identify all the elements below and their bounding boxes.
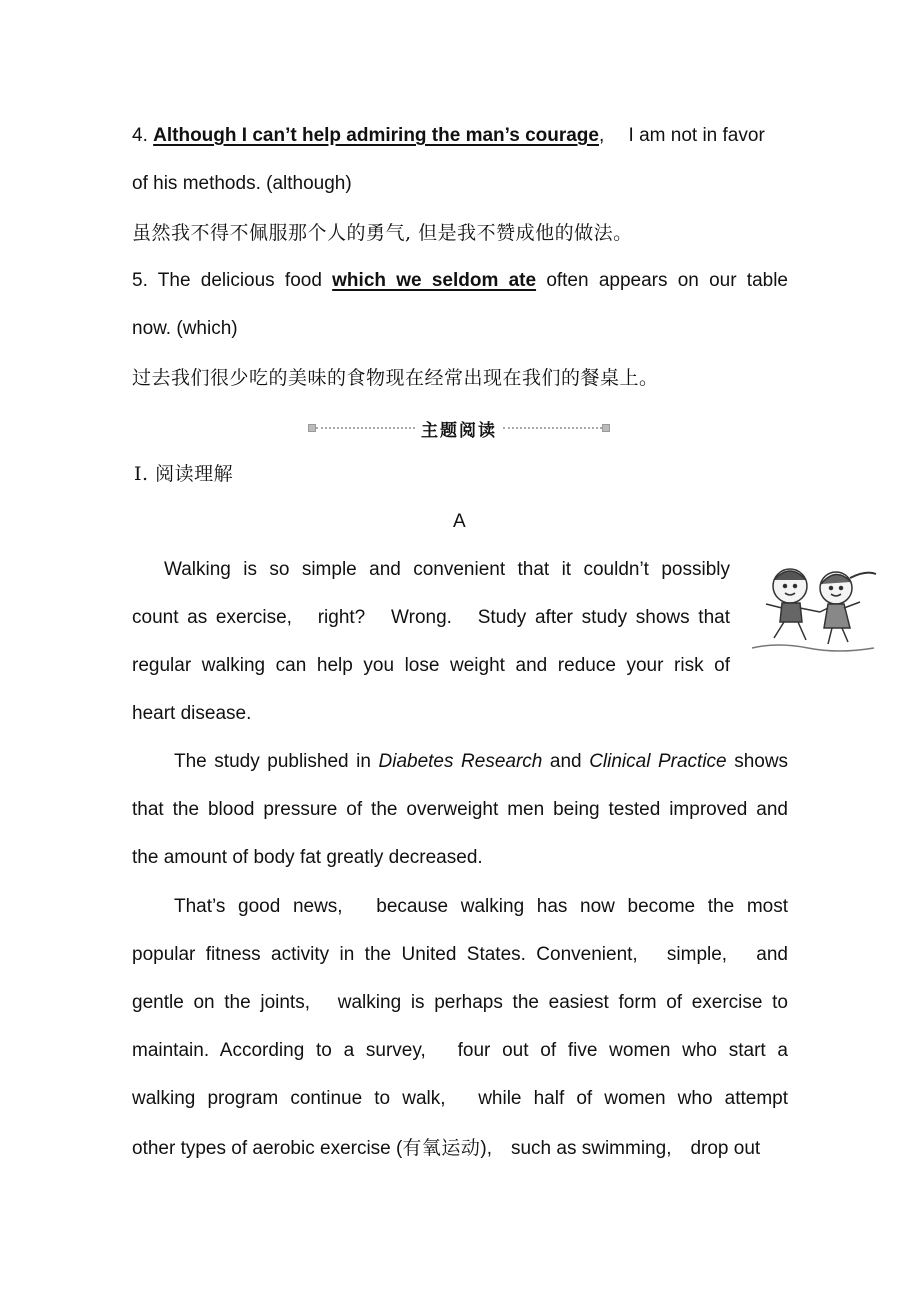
- p1-line: Walking is so simple and convenient that it couldn’t possibly: [164, 559, 730, 580]
- children-walking-illustration: [748, 556, 878, 654]
- text: shows: [734, 751, 789, 772]
- answer-underlined: Although I can’t help admiring the man’s courage: [153, 125, 599, 146]
- journal-title-italic: Clinical Practice: [589, 751, 727, 772]
- section-divider: [308, 416, 610, 440]
- p2-line-1: [174, 750, 788, 774]
- p1-line: heart disease.: [132, 703, 252, 724]
- divider-cap-icon: [602, 424, 610, 432]
- journal-title-italic: Diabetes Research: [378, 751, 543, 772]
- text: other types of aerobic exercise (: [132, 1138, 403, 1159]
- divider-rule: [503, 427, 602, 429]
- item-5-line-1: [132, 269, 788, 293]
- p3-line: popular fitness activity in the United States. Convenient, simple, and: [132, 944, 788, 965]
- item-4-line-1: [132, 124, 788, 148]
- item-number: 4.: [132, 125, 148, 146]
- passage-label: A: [453, 511, 466, 532]
- text: and: [549, 751, 582, 772]
- p1-line: regular walking can help you lose weight and reduce your risk of: [132, 655, 730, 676]
- p3-line: maintain. According to a survey, four out of five women who start a: [132, 1040, 788, 1061]
- p1-line: count as exercise, right? Wrong. Study after study shows that: [132, 607, 730, 628]
- divider-rule: [316, 427, 415, 429]
- p2-line: that the blood pressure of the overweight men being tested improved and: [132, 799, 788, 820]
- sentence-text: , I am not in favor: [598, 125, 765, 146]
- section-divider-title: 主题阅读: [421, 420, 497, 441]
- p2-line: the amount of body fat greatly decreased.: [132, 847, 483, 868]
- sentence-text: The delicious food: [157, 270, 322, 291]
- chinese-gloss: 有氧运动: [402, 1137, 481, 1159]
- p3-line-last: [132, 1136, 798, 1161]
- text: ), such as swimming, drop out: [480, 1138, 761, 1159]
- item-4-translation: 虽然我不得不佩服那个人的勇气, 但是我不赞成他的做法。: [132, 222, 633, 244]
- item-5-line-2: now. (which): [132, 318, 238, 339]
- item-4-line-2: of his methods. (although): [132, 173, 352, 194]
- p3-line: That’s good news, because walking has now become the most: [174, 896, 788, 917]
- p3-line: gentle on the joints, walking is perhaps the easiest form of exercise to: [132, 992, 788, 1013]
- item-number: 5.: [132, 270, 148, 291]
- section-heading: Ⅰ. 阅读理解: [134, 463, 234, 485]
- sentence-text: often appears on our table: [546, 270, 789, 291]
- divider-cap-icon: [308, 424, 316, 432]
- item-5-translation: 过去我们很少吃的美味的食物现在经常出现在我们的餐桌上。: [132, 367, 659, 389]
- answer-underlined: which we seldom ate: [332, 270, 537, 291]
- text: The study published in: [174, 751, 371, 772]
- p3-line: walking program continue to walk, while half of women who attempt: [132, 1088, 788, 1109]
